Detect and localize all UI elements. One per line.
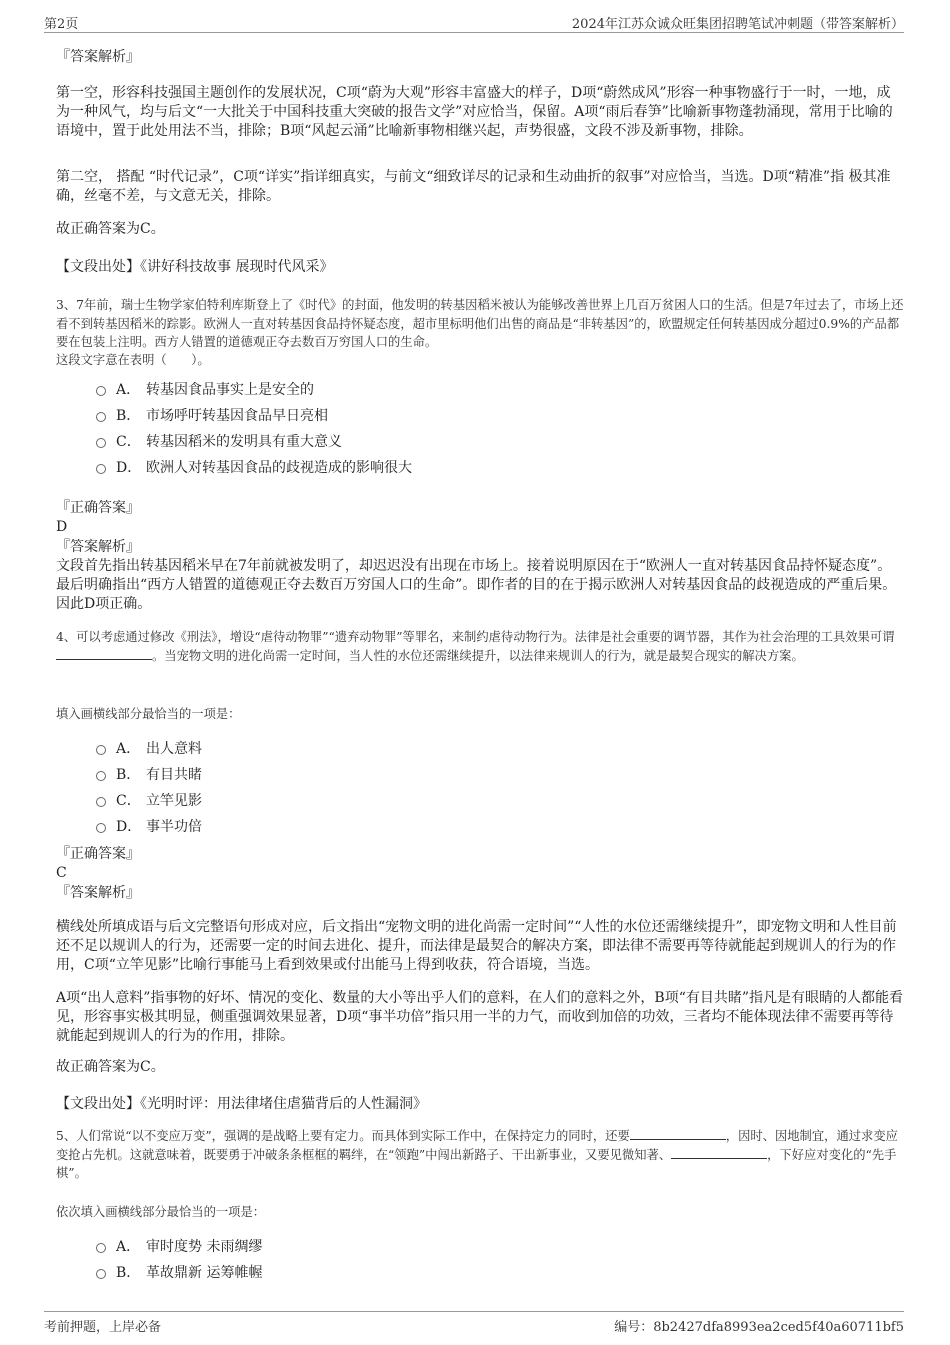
q5-option-b[interactable]: B． 革故鼎新 运筹帷幄: [96, 1262, 262, 1282]
document-title: 2024年江苏众诚众旺集团招聘笔试冲刺题（带答案解析）: [571, 17, 904, 32]
radio-icon[interactable]: [96, 412, 106, 422]
q4-analysis-para1: 横线处所填成语与后文完整语句形成对应，后文指出“宠物文明的进化尚需一定时间”“人性的水位还需继续提升”，即宠物文明和人性目前还不足以规训人的行为，还需要一定的时间去进化、提升，而法律是最契合的解决方案，即法律不需要再等待就能起到规训人的行为的作用，C项“立竿见影”比喻行事能马上看到效果或付出能马上得到收获，符合语境，当选。: [56, 919, 897, 973]
radio-icon[interactable]: [96, 386, 106, 396]
q2-analysis-label: 『答案解析』: [56, 49, 140, 65]
q4-answer-label: 『正确答案』: [56, 846, 140, 862]
q4-option-b[interactable]: B． 有目共睹: [96, 764, 202, 784]
q5-prompt: 依次填入画横线部分最恰当的一项是：: [56, 1205, 266, 1219]
q4-analysis-label: 『答案解析』: [56, 885, 140, 901]
q2-source: 【文段出处】《讲好科技故事 展现时代风采》: [56, 259, 334, 275]
q3-stem: 3、7年前，瑞士生物学家伯特利库斯登上了《时代》的封面，他发明的转基因稻米被认为能够改善世界上几百万贫困人口的生活。但是7年过去了，市场上还看不到转基因稻米的踪影。欧洲人一直对转基因食品持怀疑态度，超市里标明他们出售的商品是“非转基因”的，欧盟规定任何转基因成分超过0.9%的产品都要在包装上注明。西方人错置的道德观正夺去数百万穷国人口的生命。: [56, 298, 904, 349]
page-footer: [44, 1311, 904, 1336]
q4-stem: 4、可以考虑通过修改《刑法》，增设“虐待动物罪”“遗弃动物罪”等罪名，来制约虐待动物行为。法律是社会重要的调节器，其作为社会治理的工具效果可谓。当宠物文明的进化尚需一定时间，当人性的水位还需继续提升，以法律来规训人的行为，就是最契合现实的解决方案。: [56, 630, 895, 663]
q4-conclusion: 故正确答案为C。: [56, 1059, 165, 1075]
q3-prompt: 这段文字意在表明（ ）。: [56, 353, 210, 367]
q5-option-a[interactable]: A． 审时度势 未雨绸缪: [96, 1236, 262, 1256]
fill-blank: [56, 647, 152, 660]
fill-blank: [671, 1146, 767, 1159]
q2-analysis-para2: 第二空， 搭配 “时代记录”，C项“详实”指详细真实，与前文“细致详尽的记录和生动曲折的叙事”对应恰当，当选。D项“精准”指 极其准确，丝毫不差，与文意无关，排除。: [56, 169, 891, 204]
q3-option-c[interactable]: C． 转基因稻米的发明具有重大意义: [96, 431, 342, 451]
q4-option-d[interactable]: D． 事半功倍: [96, 816, 202, 836]
q4-analysis-para2: A项“出人意料”指事物的好坏、情况的变化、数量的大小等出乎人们的意料，在人们的意料之外，B项“有目共睹”指凡是有眼睛的人都能看见，形容事实极其明显，侧重强调效果显著，D项“事半功倍”指只用一半的力气，而收到加倍的功效，三者均不能体现法律不需要再等待就能起到规训人的行为的作用，排除。: [56, 990, 904, 1044]
q3-option-b[interactable]: B． 市场呼吁转基因食品早日亮相: [96, 405, 328, 425]
radio-icon[interactable]: [96, 1243, 106, 1253]
radio-icon[interactable]: [96, 771, 106, 781]
q3-analysis: 文段首先指出转基因稻米早在7年前就被发明了，却迟迟没有出现在市场上。接着说明原因在于“欧洲人一直对转基因食品持怀疑态度”。最后明确指出“西方人错置的道德观正夺去数百万穷国人口的生命”。即作者的目的在于揭示欧洲人对转基因食品的歧视造成的严重后果。因此D项正确。: [56, 558, 897, 612]
radio-icon[interactable]: [96, 797, 106, 807]
q4-source: 【文段出处】《光明时评：用法律堵住虐猫背后的人性漏洞》: [56, 1096, 427, 1112]
page-header: [44, 10, 904, 33]
radio-icon[interactable]: [96, 745, 106, 755]
fill-blank: [630, 1127, 726, 1140]
q3-answer: D: [56, 519, 68, 535]
q4-option-a[interactable]: A． 出人意料: [96, 738, 202, 758]
radio-icon[interactable]: [96, 438, 106, 448]
document-serial: 编号：8b2427dfa8993ea2ced5f40a60711bf5: [614, 1320, 904, 1335]
q3-option-a[interactable]: A． 转基因食品事实上是安全的: [96, 379, 314, 399]
page-number: 第2页: [44, 17, 79, 32]
q5-stem: 5、人们常说“以不变应万变”，强调的是战略上要有定力。而具体到实际工作中，在保持定力的同时，还要 ，因时、因地制宜，通过求变应变抢占先机。这就意味着，既要勇于冲破条条框框的羁绊，在“领跑”中闯出新路子、干出新事业，又要见微知著、 ，下好应对变化的“先手棋”。: [56, 1129, 898, 1180]
q4-answer: C: [56, 865, 67, 881]
q3-answer-label: 『正确答案』: [56, 500, 140, 516]
q4-prompt: 填入画横线部分最恰当的一项是：: [56, 707, 241, 721]
q3-option-d[interactable]: D． 欧洲人对转基因食品的歧视造成的影响很大: [96, 457, 412, 477]
q4-option-c[interactable]: C． 立竿见影: [96, 790, 202, 810]
q3-analysis-label: 『答案解析』: [56, 539, 140, 555]
footer-slogan: 考前押题，上岸必备: [44, 1320, 162, 1335]
radio-icon[interactable]: [96, 1269, 106, 1279]
q2-conclusion: 故正确答案为C。: [56, 221, 165, 237]
q2-analysis-para1: 第一空，形容科技强国主题创作的发展状况，C项“蔚为大观”形容丰富盛大的样子，D项“蔚然成风”形容一种事物盛行于一时，一地，成为一种风气，均与后文“一大批关于中国科技重大突破的报告文学”对应恰当，保留。A项“雨后春笋”比喻新事物蓬勃涌现，常用于比喻的语境中，置于此处用法不当，排除；B项“风起云涌”比喻新事物相继兴起，声势很盛，文段不涉及新事物，排除。: [56, 85, 893, 139]
radio-icon[interactable]: [96, 464, 106, 474]
radio-icon[interactable]: [96, 823, 106, 833]
